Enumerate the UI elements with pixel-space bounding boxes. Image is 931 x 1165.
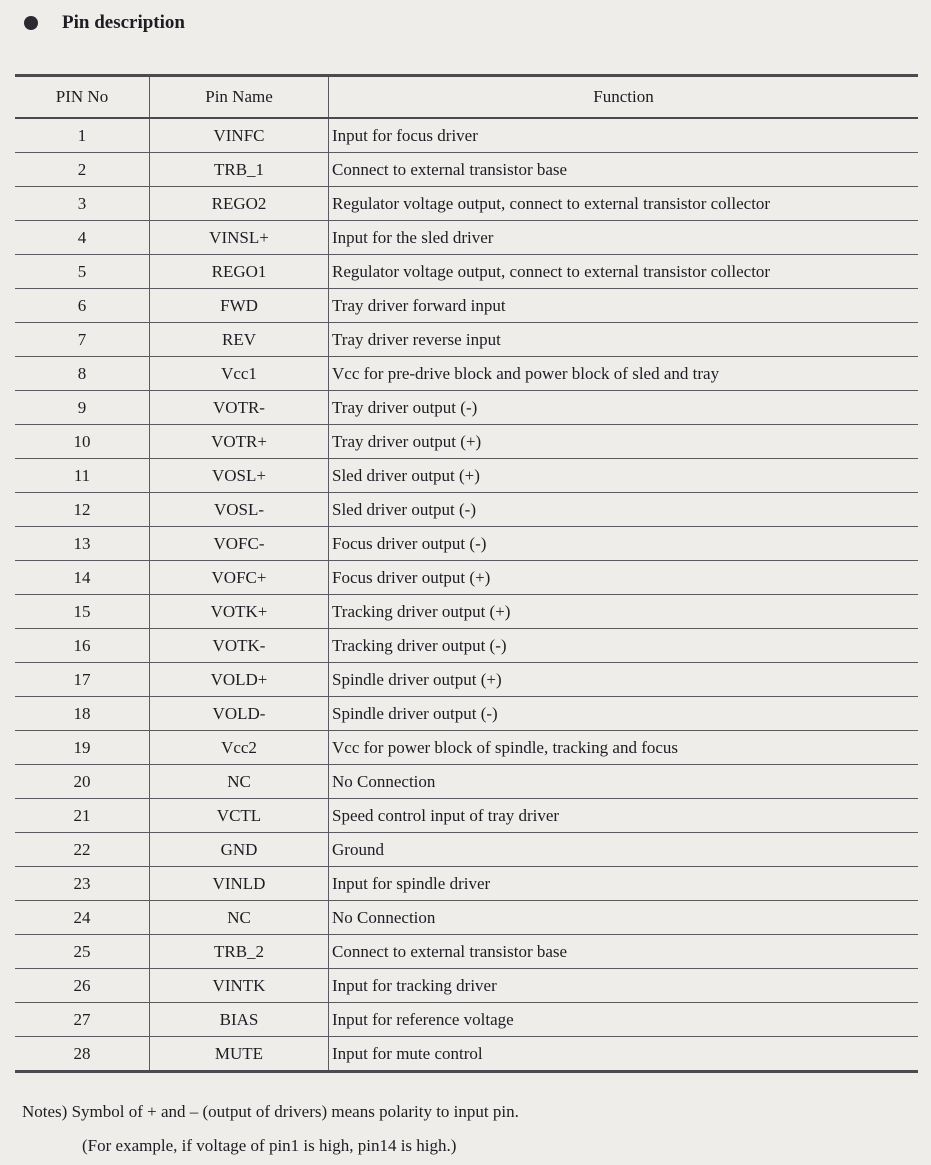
- table-row: [15, 493, 918, 527]
- pin-function-cell: Input for focus driver: [329, 118, 919, 153]
- pin-number-cell: 20: [15, 765, 150, 799]
- pin-number-cell: 26: [15, 969, 150, 1003]
- pin-name-cell: Vcc1: [150, 357, 329, 391]
- table-row: [15, 527, 918, 561]
- table-row: [15, 799, 918, 833]
- pin-name-cell: VINTK: [150, 969, 329, 1003]
- pin-name-cell: VOTR+: [150, 425, 329, 459]
- bullet-icon: [24, 16, 38, 30]
- pin-name-cell: VINLD: [150, 867, 329, 901]
- pin-function-cell: Input for tracking driver: [329, 969, 919, 1003]
- table-row: [15, 323, 918, 357]
- pin-function-cell: Regulator voltage output, connect to external transistor collector: [329, 187, 919, 221]
- pin-number-cell: 19: [15, 731, 150, 765]
- pin-number-cell: 11: [15, 459, 150, 493]
- pin-function-cell: Connect to external transistor base: [329, 935, 919, 969]
- pin-number-cell: 28: [15, 1037, 150, 1072]
- pin-name-cell: VOTK+: [150, 595, 329, 629]
- pin-number-cell: 6: [15, 289, 150, 323]
- pin-function-cell: Tray driver output (-): [329, 391, 919, 425]
- pin-number-cell: 10: [15, 425, 150, 459]
- pin-function-cell: Regulator voltage output, connect to external transistor collector: [329, 255, 919, 289]
- section-heading: [24, 12, 185, 34]
- pin-number-cell: 16: [15, 629, 150, 663]
- pin-name-cell: VOLD-: [150, 697, 329, 731]
- pin-name-cell: VCTL: [150, 799, 329, 833]
- page-title: Pin description: [62, 12, 185, 33]
- pin-name-cell: REV: [150, 323, 329, 357]
- pin-number-cell: 14: [15, 561, 150, 595]
- pin-number-cell: 12: [15, 493, 150, 527]
- pin-name-cell: VOFC+: [150, 561, 329, 595]
- pin-number-cell: 21: [15, 799, 150, 833]
- table-row: [15, 391, 918, 425]
- pin-function-cell: Vcc for power block of spindle, tracking and focus: [329, 731, 919, 765]
- pin-function-cell: Sled driver output (-): [329, 493, 919, 527]
- pin-number-cell: 3: [15, 187, 150, 221]
- table-row: [15, 118, 918, 153]
- table-row: [15, 867, 918, 901]
- pin-name-cell: TRB_2: [150, 935, 329, 969]
- pin-function-cell: Spindle driver output (-): [329, 697, 919, 731]
- pin-function-cell: Input for mute control: [329, 1037, 919, 1072]
- table-row: [15, 765, 918, 799]
- pin-function-cell: Tray driver forward input: [329, 289, 919, 323]
- pin-name-cell: VINSL+: [150, 221, 329, 255]
- pin-function-cell: Focus driver output (+): [329, 561, 919, 595]
- pin-name-cell: VOLD+: [150, 663, 329, 697]
- pin-name-cell: BIAS: [150, 1003, 329, 1037]
- pin-function-cell: Ground: [329, 833, 919, 867]
- table-row: [15, 697, 918, 731]
- pin-name-cell: MUTE: [150, 1037, 329, 1072]
- pin-number-cell: 22: [15, 833, 150, 867]
- table-row: [15, 935, 918, 969]
- table-row: [15, 459, 918, 493]
- pin-number-cell: 2: [15, 153, 150, 187]
- pin-function-cell: No Connection: [329, 901, 919, 935]
- column-header-pin-name: Pin Name: [150, 76, 329, 119]
- pin-function-cell: Sled driver output (+): [329, 459, 919, 493]
- table-row: [15, 833, 918, 867]
- pin-name-cell: FWD: [150, 289, 329, 323]
- table-row: [15, 289, 918, 323]
- pin-name-cell: VOSL+: [150, 459, 329, 493]
- pin-function-cell: Tracking driver output (+): [329, 595, 919, 629]
- pin-number-cell: 13: [15, 527, 150, 561]
- pin-function-cell: Focus driver output (-): [329, 527, 919, 561]
- table-row: [15, 425, 918, 459]
- pin-name-cell: VOSL-: [150, 493, 329, 527]
- pin-function-cell: Input for reference voltage: [329, 1003, 919, 1037]
- table-row: [15, 731, 918, 765]
- table-row: [15, 901, 918, 935]
- pin-function-cell: Input for the sled driver: [329, 221, 919, 255]
- pin-number-cell: 7: [15, 323, 150, 357]
- notes-line-1: Notes) Symbol of + and – (output of drivers) means polarity to input pin.: [22, 1102, 519, 1121]
- table-row: [15, 663, 918, 697]
- table-row: [15, 1037, 918, 1072]
- pin-number-cell: 5: [15, 255, 150, 289]
- pin-number-cell: 25: [15, 935, 150, 969]
- pin-number-cell: 1: [15, 118, 150, 153]
- pin-function-cell: Connect to external transistor base: [329, 153, 919, 187]
- pin-number-cell: 8: [15, 357, 150, 391]
- table-row: [15, 1003, 918, 1037]
- pin-function-cell: Spindle driver output (+): [329, 663, 919, 697]
- pin-function-cell: Tray driver reverse input: [329, 323, 919, 357]
- notes-line-2: (For example, if voltage of pin1 is high, pin14 is high.): [82, 1136, 457, 1155]
- pin-function-cell: Input for spindle driver: [329, 867, 919, 901]
- table-row: [15, 153, 918, 187]
- pin-function-cell: Vcc for pre-drive block and power block of sled and tray: [329, 357, 919, 391]
- pin-name-cell: VOTK-: [150, 629, 329, 663]
- pin-function-cell: No Connection: [329, 765, 919, 799]
- table-row: [15, 255, 918, 289]
- table-row: [15, 629, 918, 663]
- pin-function-cell: Speed control input of tray driver: [329, 799, 919, 833]
- pin-name-cell: TRB_1: [150, 153, 329, 187]
- pin-name-cell: NC: [150, 765, 329, 799]
- table-body: [15, 118, 918, 1072]
- pin-number-cell: 23: [15, 867, 150, 901]
- pin-number-cell: 17: [15, 663, 150, 697]
- pin-number-cell: 15: [15, 595, 150, 629]
- table-row: [15, 221, 918, 255]
- pin-name-cell: VOFC-: [150, 527, 329, 561]
- table-row: [15, 561, 918, 595]
- column-header-pin-no: PIN No: [15, 76, 150, 119]
- pin-name-cell: NC: [150, 901, 329, 935]
- table-row: [15, 969, 918, 1003]
- pin-name-cell: REGO1: [150, 255, 329, 289]
- pin-number-cell: 24: [15, 901, 150, 935]
- pin-name-cell: GND: [150, 833, 329, 867]
- pin-table: [15, 74, 918, 1073]
- column-header-function: Function: [329, 76, 919, 119]
- pin-number-cell: 18: [15, 697, 150, 731]
- notes: [22, 1103, 519, 1154]
- pin-function-cell: Tray driver output (+): [329, 425, 919, 459]
- table-row: [15, 357, 918, 391]
- pin-name-cell: Vcc2: [150, 731, 329, 765]
- pin-number-cell: 27: [15, 1003, 150, 1037]
- pin-function-cell: Tracking driver output (-): [329, 629, 919, 663]
- table-row: [15, 595, 918, 629]
- pin-number-cell: 4: [15, 221, 150, 255]
- table-row: [15, 187, 918, 221]
- pin-name-cell: REGO2: [150, 187, 329, 221]
- pin-name-cell: VINFC: [150, 118, 329, 153]
- pin-number-cell: 9: [15, 391, 150, 425]
- pin-name-cell: VOTR-: [150, 391, 329, 425]
- table-header-row: [15, 76, 918, 119]
